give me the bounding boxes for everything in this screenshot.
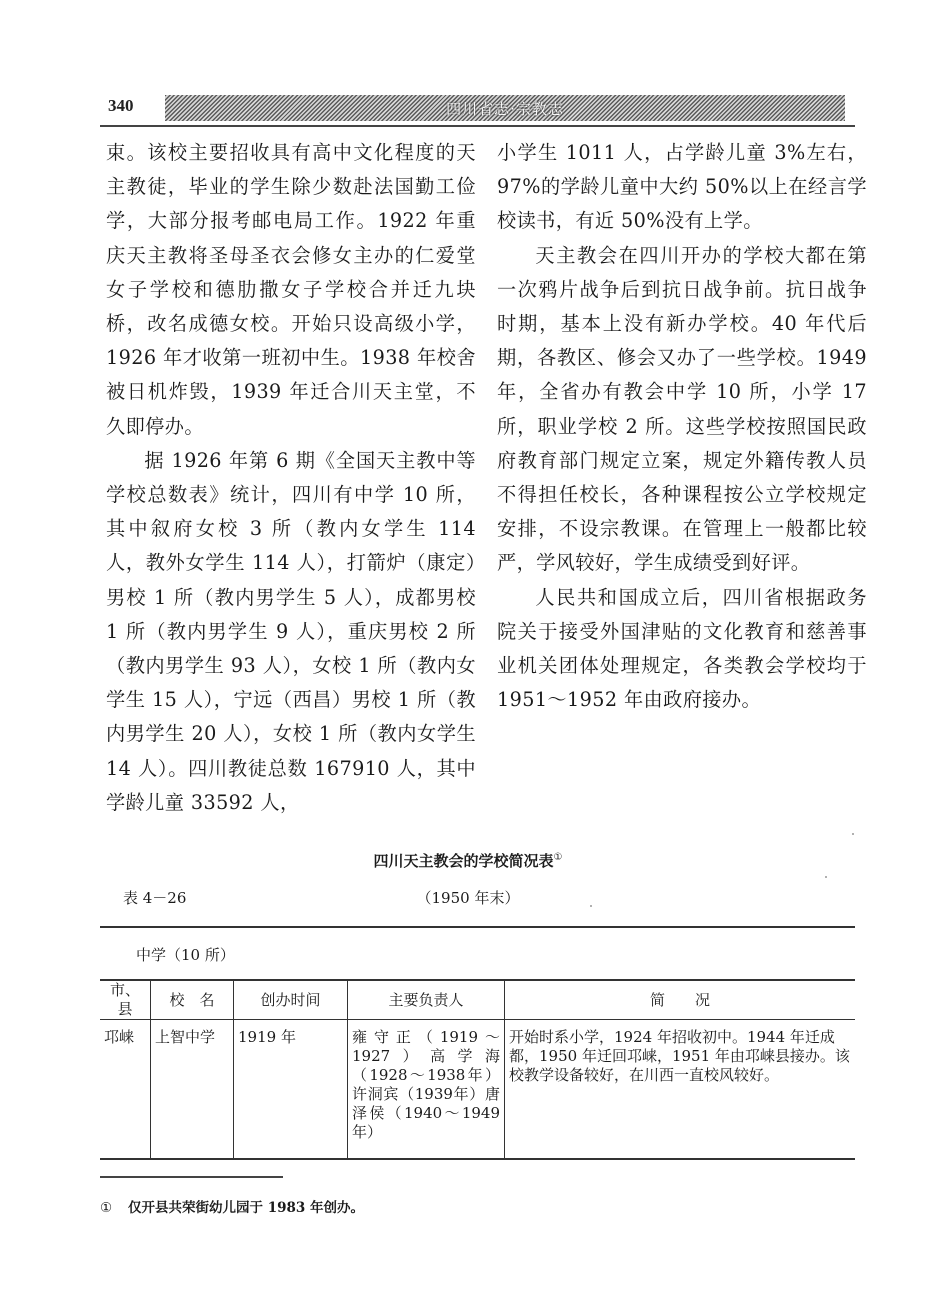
right-column <box>497 136 867 717</box>
column-header-school: 校 名 <box>151 980 234 1020</box>
footnote <box>100 1196 364 1216</box>
table-number: 表 4－26 <box>123 889 187 907</box>
scan-speck <box>852 833 854 835</box>
scan-speck <box>825 876 827 878</box>
column-header-city: 市、县 <box>109 981 140 1018</box>
header-rule <box>100 125 855 127</box>
column-header-leaders: 主要负责人 <box>348 980 505 1020</box>
paragraph: 据 1926 年第 6 期《全国天主教中等学校总数表》统计，四川有中学 10 所，其中叙府女校 3 所（教内女学生 114 人，教外女学生 114 人），打箭炉（康定）男校 1 所（教内男学生 5 人），成都男校 1 所（教内男学生 9 人），重庆男校 2 所（教内男学生 93 人），女校 1 所（教内女学生 15 人），宁远（西昌）男校 1 所（教内男学生 20 人），女校 1 所（教内女学生 14 人）。四川教徒总数 167910 人，其中学龄儿童 33592 人， <box>106 448 476 814</box>
paragraph: 小学生 1011 人，占学龄儿童 3%左右，97%的学龄儿童中大约 50%以上在经言学校读书，有近 50%没有上学。 <box>497 141 867 233</box>
footnote-mark: ① <box>100 1200 113 1216</box>
page-number: 340 <box>108 96 134 115</box>
schools-table <box>100 979 855 1160</box>
paragraph: 束。该校主要招收具有高中文化程度的天主教徒，毕业的学生除少数赴法国勤工俭学，大部分报考邮电局工作。1922 年重庆天主教将圣母圣衣会修女主办的仁爱堂女子学校和德肋撒女子学校合并迁九块桥，改名成德女校。开始只设高级小学，1926 年才收第一班初中生。1938 年校舍被日机炸毁，1939 年迁合川天主堂，不久即停办。 <box>106 141 476 438</box>
table-top-rule <box>100 926 855 928</box>
paragraph: 人民共和国成立后，四川省根据政务院关于接受外国津贴的文化教育和慈善事业机关团体处理规定，各类教会学校均于 1951～1952 年由政府接办。 <box>497 585 867 712</box>
left-column <box>106 136 476 820</box>
table-row <box>100 1020 855 1160</box>
footnote-rule <box>100 1176 283 1178</box>
running-title: 四川省志·宗教志 <box>446 99 564 118</box>
table-header-row <box>100 980 855 1020</box>
table-title-text: 四川天主教会的学校简况表 <box>373 852 554 870</box>
cell-summary: 开始时系小学，1924 年招收初中。1944 年迁成都，1950 年迁回邛崃，1951 年由邛崃县接办。该校教学设备较好，在川西一直校风较好。 <box>505 1020 856 1160</box>
cell-school: 上智中学 <box>151 1020 234 1160</box>
footnote-text: 仅开县共荣街幼儿园于 1983 年创办。 <box>128 1200 364 1216</box>
footnote-reference[interactable]: ① <box>553 852 563 863</box>
column-header-founded: 创办时间 <box>234 980 348 1020</box>
running-header-banner <box>165 95 845 121</box>
column-header-summary: 简 况 <box>505 980 856 1020</box>
cell-leaders: 雍守正（1919～1927）高学海（1928～1938年）许洞宾（1939年）唐泽侯（1940～1949 年） <box>348 1020 505 1160</box>
table-title <box>0 850 936 871</box>
scan-speck <box>590 905 592 907</box>
paragraph: 天主教会在四川开办的学校大都在第一次鸦片战争后到抗日战争前。抗日战争时期，基本上没有新办学校。40 年代后期，各教区、修会又办了一些学校。1949 年，全省办有教会中学 10 所，小学 17 所，职业学校 2 所。这些学校按照国民政府教育部门规定立案，规定外籍传教人员不得担任校长，各种课程按公立学校规定安排，不设宗教课。在管理上一般都比较严，学风较好，学生成绩受到好评。 <box>497 243 867 575</box>
table-date: （1950 年末） <box>416 889 520 907</box>
cell-founded: 1919 年 <box>234 1020 348 1160</box>
table-section-label: 中学（10 所） <box>136 946 235 964</box>
cell-city: 邛崃 <box>104 1028 135 1046</box>
